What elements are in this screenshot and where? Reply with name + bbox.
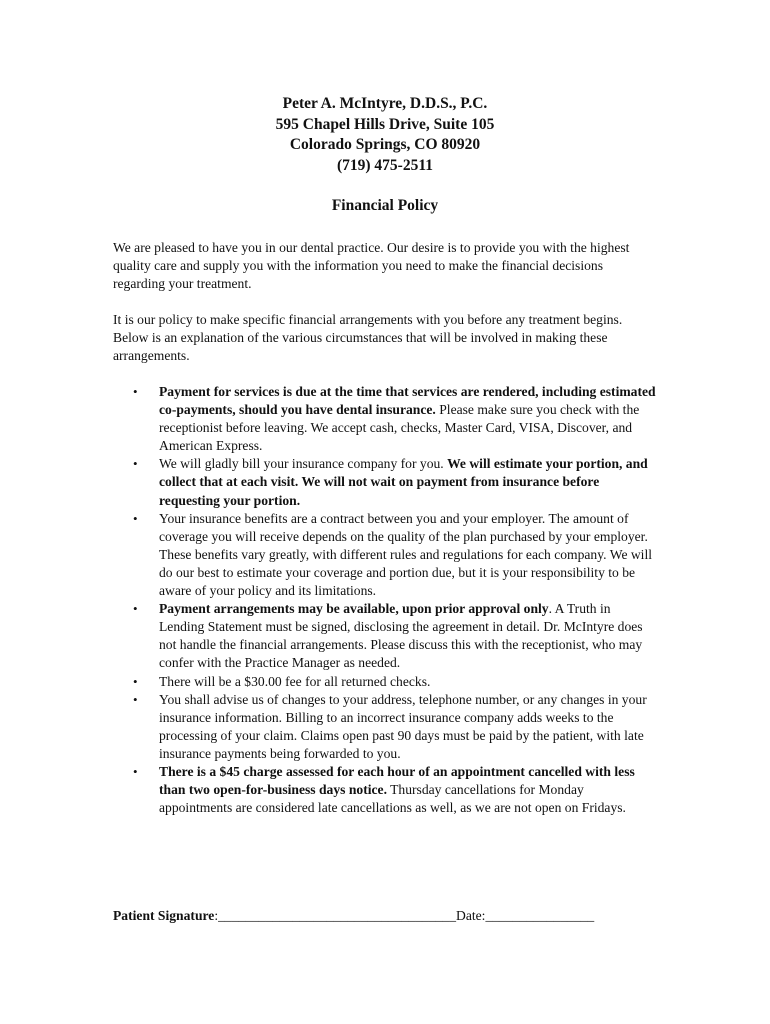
date-label: Date: [456, 908, 486, 923]
bullet-bold-text: We will estimate your portion, and collect that at each visit. We will not wait on payment from insurance before requesting your portion. [159, 456, 648, 508]
bullet-icon: • [133, 673, 138, 689]
signature-colon: : [214, 908, 219, 923]
bullet-icon: • [133, 384, 138, 399]
bullet-text: We will gladly bill your insurance company for you. [159, 456, 448, 472]
practice-name: Peter A. McIntyre, D.D.S., P.C. [282, 95, 488, 112]
intro-paragraph: We are pleased to have you in our dental practice. Our desire is to provide you with the highest quality care and supply you with the information you need to make the financial decisions regarding your treatment. [113, 240, 630, 292]
document-title: Financial Policy [331, 197, 439, 214]
date-line[interactable]: ________________ [485, 908, 595, 923]
address-line-1: 595 Chapel Hills Drive, Suite 105 [275, 115, 495, 133]
bullet-text: Please make sure you check with the receptionist before leaving. We accept cash, checks, Master Card, VISA, Discover, and American Express. [159, 402, 640, 454]
bullet-text: Your insurance benefits are a contract between you and your employer. The amount of coverage you will receive depends on the quality of the plan purchased by your employer. These benefits vary greatly, with different rules and regulations for each company. We will do our best to estimate your coverage and portion due, but it is your responsibility to be aware of your policy and its limitations. [159, 510, 653, 599]
bullet-bold-text: Payment for services is due at the time that services are rendered, including estimated co-payments, should you have dental insurance. [159, 384, 656, 418]
bullet-icon: • [133, 763, 138, 779]
phone-number: (719) 475-2511 [336, 156, 433, 174]
address-line-2: Colorado Springs, CO 80920 [289, 136, 481, 153]
bullet-icon: • [133, 691, 138, 707]
list-item [113, 673, 658, 691]
signature-row [113, 907, 658, 925]
list-item [113, 691, 658, 763]
bullet-text: You shall advise us of changes to your address, telephone number, or any changes in your insurance information. Billing to an incorrect insurance company adds weeks to the processing of your claim. Claims open past 90 days must be paid by the patient, with late insurance payments being forwarded to you. [159, 691, 647, 761]
list-item [113, 763, 658, 817]
list-item [113, 383, 658, 455]
bullet-bold-text: There is a $45 charge assessed for each hour of an appointment cancelled with less than two open-for-business days notice. [159, 763, 635, 798]
policy-paragraph: It is our policy to make specific financial arrangements with you before any treatment begins. Below is an explanation of the various circumstances that will be involved in making these arrangements. [113, 312, 623, 364]
list-item [113, 600, 658, 672]
letterhead [0, 94, 770, 176]
bullet-text: Thursday cancellations for Monday appointments are considered late cancellations as well, as we are not open on Fridays. [159, 782, 626, 816]
bullet-icon: • [133, 510, 138, 526]
bullet-text: There will be a $30.00 fee for all returned checks. [159, 673, 431, 689]
signature-line[interactable]: ___________________________________ [218, 908, 456, 923]
list-item [113, 510, 658, 600]
bullet-text: . A Truth in Lending Statement must be signed, disclosing the agreement in detail. Dr. McIntyre does not handle the financial arrangements. Please discuss this with the receptionist, who may confer with the Practice Manager as needed. [159, 601, 643, 671]
bullet-icon: • [133, 601, 138, 617]
signature-label: Patient Signature [113, 908, 215, 923]
bullet-bold-text: Payment arrangements may be available, upon prior approval only [159, 601, 549, 617]
list-item [113, 455, 658, 509]
policy-list [113, 383, 658, 817]
bullet-icon: • [133, 456, 138, 472]
